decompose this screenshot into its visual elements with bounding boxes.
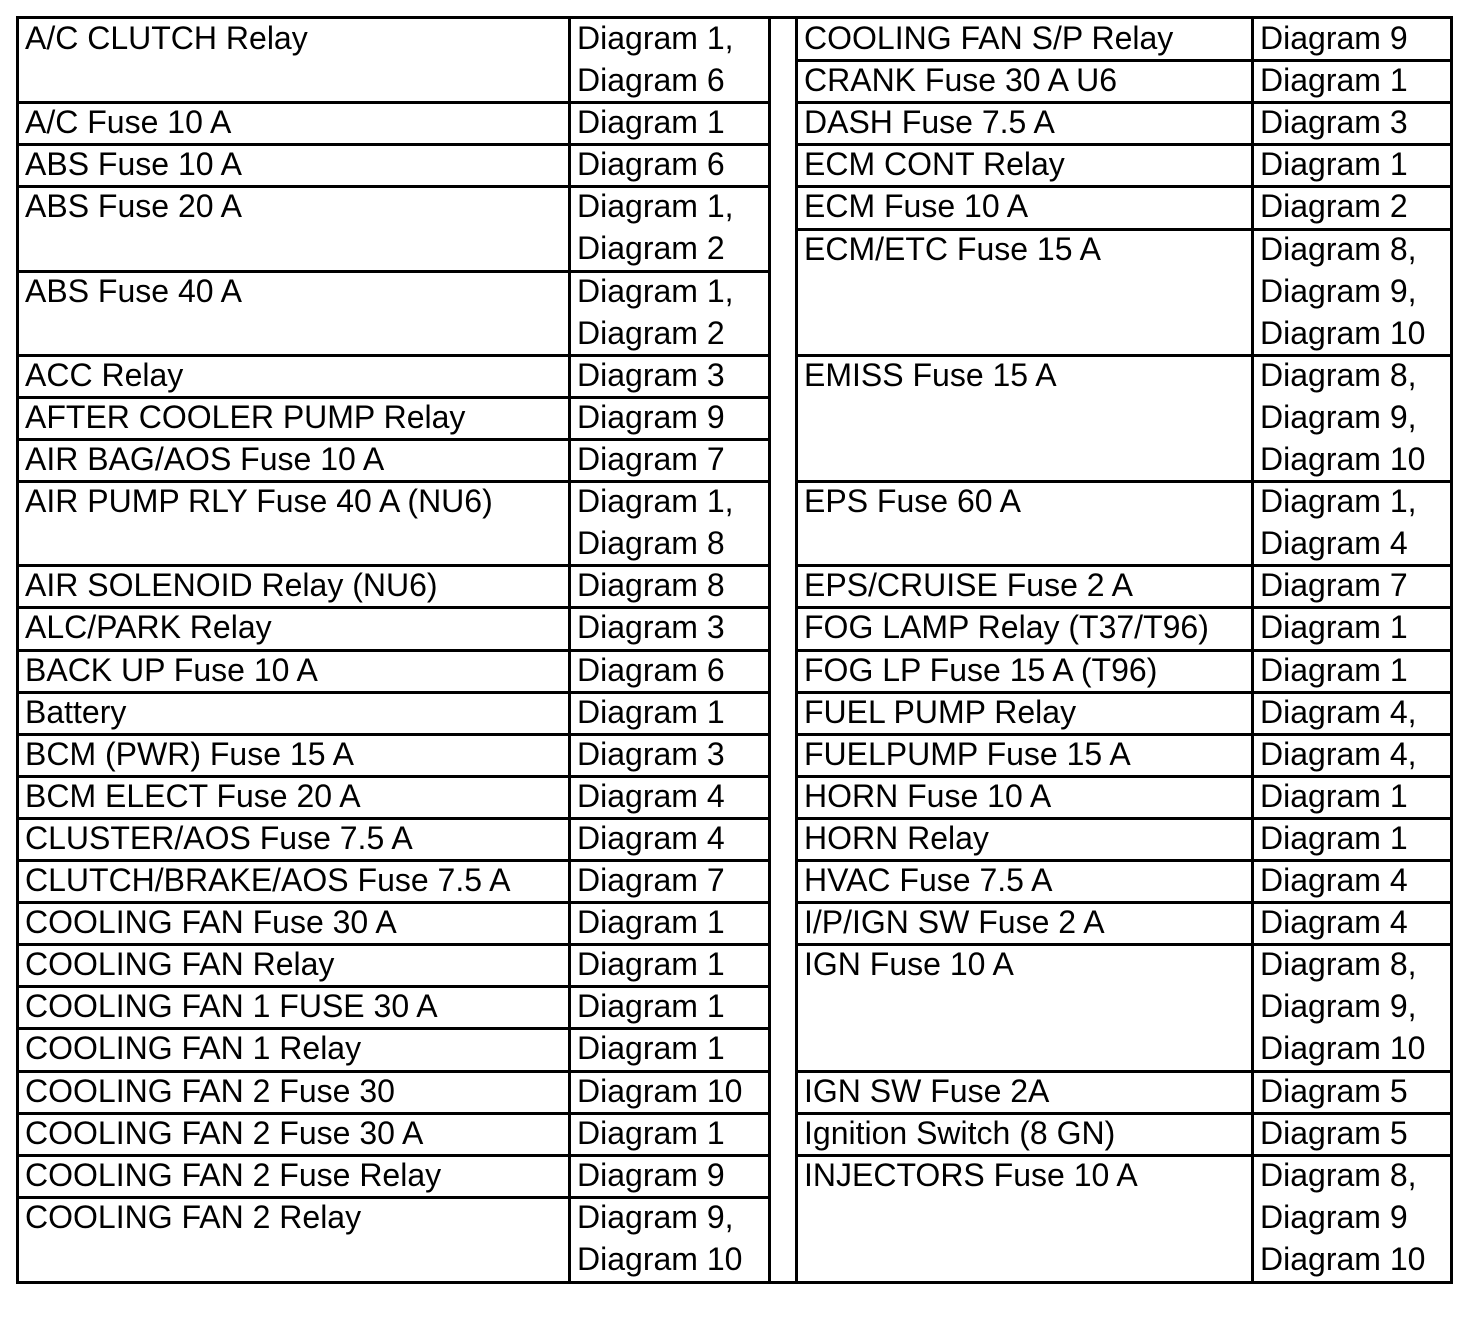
diagram-ref-cell: Diagram 1, Diagram 8 xyxy=(577,483,734,562)
item-name-cell: COOLING FAN 2 Fuse Relay xyxy=(25,1156,442,1193)
diagram-ref-cell: Diagram 9 xyxy=(577,1156,725,1193)
diagram-ref-cell: Diagram 3 xyxy=(577,356,725,393)
diagram-ref-cell: Diagram 1 xyxy=(577,946,725,983)
item-name-cell: EPS/CRUISE Fuse 2 A xyxy=(804,567,1134,604)
diagram-ref-cell: Diagram 1 xyxy=(1260,146,1408,183)
item-name-cell: HVAC Fuse 7.5 A xyxy=(804,862,1053,898)
diagram-ref-cell: Diagram 6 xyxy=(577,651,725,688)
item-name-cell: COOLING FAN Relay xyxy=(25,946,335,983)
diagram-ref-cell: Diagram 8 xyxy=(577,567,725,604)
diagram-ref-cell: Diagram 7 xyxy=(1260,567,1408,604)
item-name-cell: COOLING FAN 1 Relay xyxy=(25,1030,362,1067)
diagram-ref-cell: Diagram 1 xyxy=(577,1114,725,1151)
item-name-cell: CLUSTER/AOS Fuse 7.5 A xyxy=(25,819,413,856)
diagram-ref-cell: Diagram 4, xyxy=(1260,735,1417,772)
item-name-cell: AIR SOLENOID Relay (NU6) xyxy=(25,567,438,604)
diagram-ref-cell: Diagram 1 xyxy=(577,988,725,1025)
item-name-cell: I/P/IGN SW Fuse 2 A xyxy=(804,904,1105,941)
diagram-ref-cell: Diagram 4 xyxy=(1260,862,1408,898)
diagram-ref-cell: Diagram 2 xyxy=(1260,188,1408,225)
item-name-cell: INJECTORS Fuse 10 A xyxy=(804,1156,1138,1193)
item-name-cell: DASH Fuse 7.5 A xyxy=(804,104,1055,141)
diagram-ref-cell: Diagram 1 xyxy=(1260,609,1408,646)
diagram-ref-cell: Diagram 1, Diagram 2 xyxy=(577,272,734,351)
item-name-cell: AIR BAG/AOS Fuse 10 A xyxy=(25,441,385,477)
diagram-ref-cell: Diagram 5 xyxy=(1260,1114,1408,1151)
item-name-cell: ABS Fuse 10 A xyxy=(25,146,243,183)
item-name-cell: FOG LAMP Relay (T37/T96) xyxy=(804,609,1209,646)
diagram-ref-cell: Diagram 1 xyxy=(577,693,725,730)
item-name-cell: Battery xyxy=(25,693,127,730)
item-name-cell: AIR PUMP RLY Fuse 40 A (NU6) xyxy=(25,483,493,520)
diagram-ref-cell: Diagram 4 xyxy=(577,819,725,856)
item-name-cell: ECM/ETC Fuse 15 A xyxy=(804,230,1101,267)
item-name-cell: FUEL PUMP Relay xyxy=(804,693,1077,730)
diagram-ref-cell: Diagram 10 xyxy=(577,1072,743,1109)
diagram-ref-cell: Diagram 1, Diagram 4 xyxy=(1260,483,1417,562)
item-name-cell: BCM ELECT Fuse 20 A xyxy=(25,777,361,814)
item-name-cell: AFTER COOLER PUMP Relay xyxy=(25,398,466,435)
diagram-ref-cell: Diagram 8, Diagram 9, Diagram 10 xyxy=(1260,946,1426,1067)
diagram-ref-cell: Diagram 8, Diagram 9, Diagram 10 xyxy=(1260,356,1426,477)
diagram-ref-cell: Diagram 1 xyxy=(1260,62,1408,99)
diagram-ref-cell: Diagram 3 xyxy=(1260,104,1408,141)
item-name-cell: COOLING FAN S/P Relay xyxy=(804,20,1174,56)
diagram-ref-cell: Diagram 1 xyxy=(1260,819,1408,856)
item-name-cell: HORN Relay xyxy=(804,819,989,856)
diagram-ref-cell: Diagram 1 xyxy=(1260,777,1408,814)
diagram-ref-cell: Diagram 1 xyxy=(1260,651,1408,688)
diagram-ref-cell: Diagram 3 xyxy=(577,609,725,646)
item-name-cell: EMISS Fuse 15 A xyxy=(804,356,1057,393)
item-name-cell: BCM (PWR) Fuse 15 A xyxy=(25,735,354,772)
diagram-ref-cell: Diagram 1, Diagram 2 xyxy=(577,188,734,267)
item-name-cell: COOLING FAN 2 Fuse 30 xyxy=(25,1072,395,1109)
item-name-cell: A/C Fuse 10 A xyxy=(25,104,232,141)
item-name-cell: ACC Relay xyxy=(25,356,184,393)
diagram-ref-cell: Diagram 6 xyxy=(577,146,725,183)
item-name-cell: ECM CONT Relay xyxy=(804,146,1065,183)
item-name-cell: HORN Fuse 10 A xyxy=(804,777,1052,814)
item-name-cell: CLUTCH/BRAKE/AOS Fuse 7.5 A xyxy=(25,862,511,898)
item-name-cell: ALC/PARK Relay xyxy=(25,609,272,646)
item-name-cell: COOLING FAN Fuse 30 A xyxy=(25,904,397,941)
diagram-ref-cell: Diagram 5 xyxy=(1260,1072,1408,1109)
item-name-cell: CRANK Fuse 30 A U6 xyxy=(804,62,1118,99)
diagram-ref-cell: Diagram 8, Diagram 9 Diagram 10 xyxy=(1260,1156,1426,1277)
fuse-relay-diagram-table xyxy=(16,16,1453,1284)
item-name-cell: ABS Fuse 40 A xyxy=(25,272,243,309)
diagram-ref-cell: Diagram 4 xyxy=(1260,904,1408,941)
item-name-cell: IGN SW Fuse 2A xyxy=(804,1072,1050,1109)
item-name-cell: BACK UP Fuse 10 A xyxy=(25,651,318,688)
item-name-cell: EPS Fuse 60 A xyxy=(804,483,1022,520)
item-name-cell: ECM Fuse 10 A xyxy=(804,188,1029,225)
diagram-ref-cell: Diagram 1 xyxy=(577,104,725,141)
diagram-ref-cell: Diagram 3 xyxy=(577,735,725,772)
item-name-cell: COOLING FAN 1 FUSE 30 A xyxy=(25,988,438,1025)
item-name-cell: COOLING FAN 2 Fuse 30 A xyxy=(25,1114,424,1151)
diagram-ref-cell: Diagram 7 xyxy=(577,862,725,898)
diagram-ref-cell: Diagram 1, Diagram 6 xyxy=(577,20,734,98)
diagram-ref-cell: Diagram 9 xyxy=(1260,20,1408,56)
diagram-ref-cell: Diagram 9 xyxy=(577,398,725,435)
item-name-cell: FUELPUMP Fuse 15 A xyxy=(804,735,1131,772)
item-name-cell: FOG LP Fuse 15 A (T96) xyxy=(804,651,1158,688)
diagram-ref-cell: Diagram 1 xyxy=(577,904,725,941)
item-name-cell: COOLING FAN 2 Relay xyxy=(25,1198,362,1235)
diagram-ref-cell: Diagram 9, Diagram 10 xyxy=(577,1198,743,1277)
item-name-cell: A/C CLUTCH Relay xyxy=(25,20,308,56)
diagram-ref-cell: Diagram 4 xyxy=(577,777,725,814)
diagram-ref-cell: Diagram 8, Diagram 9, Diagram 10 xyxy=(1260,230,1426,351)
item-name-cell: IGN Fuse 10 A xyxy=(804,946,1014,983)
diagram-ref-cell: Diagram 4, xyxy=(1260,693,1417,730)
diagram-ref-cell: Diagram 7 xyxy=(577,441,725,477)
item-name-cell: ABS Fuse 20 A xyxy=(25,188,243,225)
item-name-cell: Ignition Switch (8 GN) xyxy=(804,1114,1116,1151)
diagram-ref-cell: Diagram 1 xyxy=(577,1030,725,1067)
